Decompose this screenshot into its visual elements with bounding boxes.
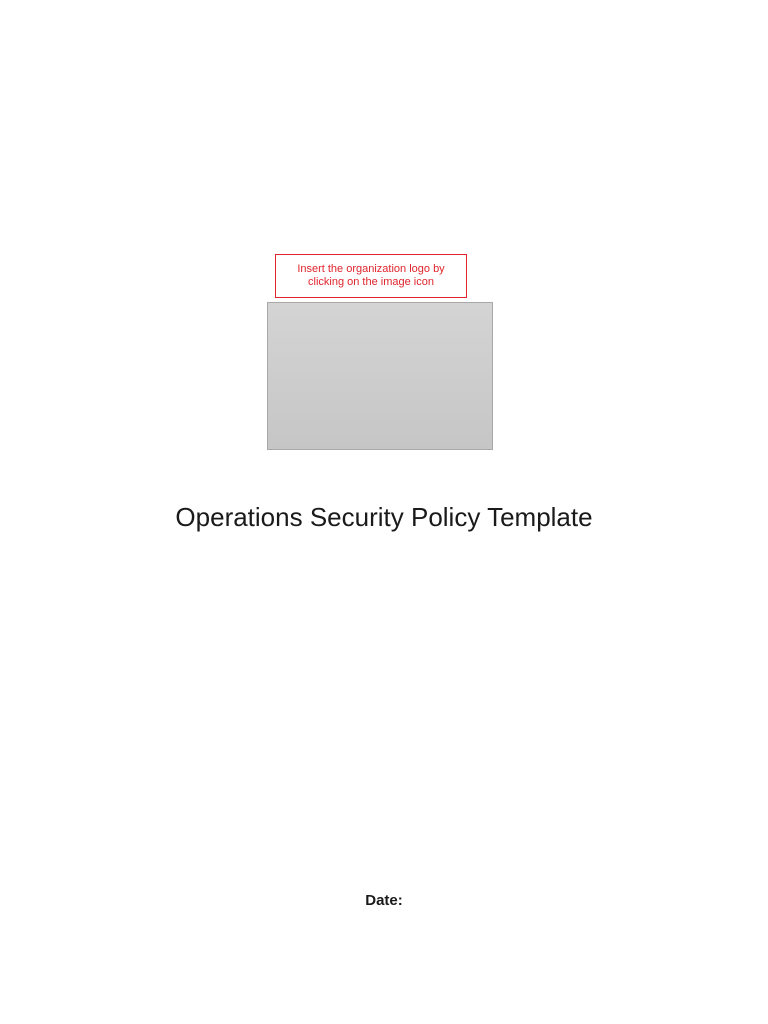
logo-image-placeholder[interactable] <box>267 302 493 450</box>
logo-instruction-text: Insert the organization logo by clicking on the image icon <box>297 263 445 288</box>
document-title: Operations Security Policy Template <box>175 502 593 532</box>
date-label: Date: <box>365 892 403 909</box>
logo-instruction-note <box>275 254 467 298</box>
